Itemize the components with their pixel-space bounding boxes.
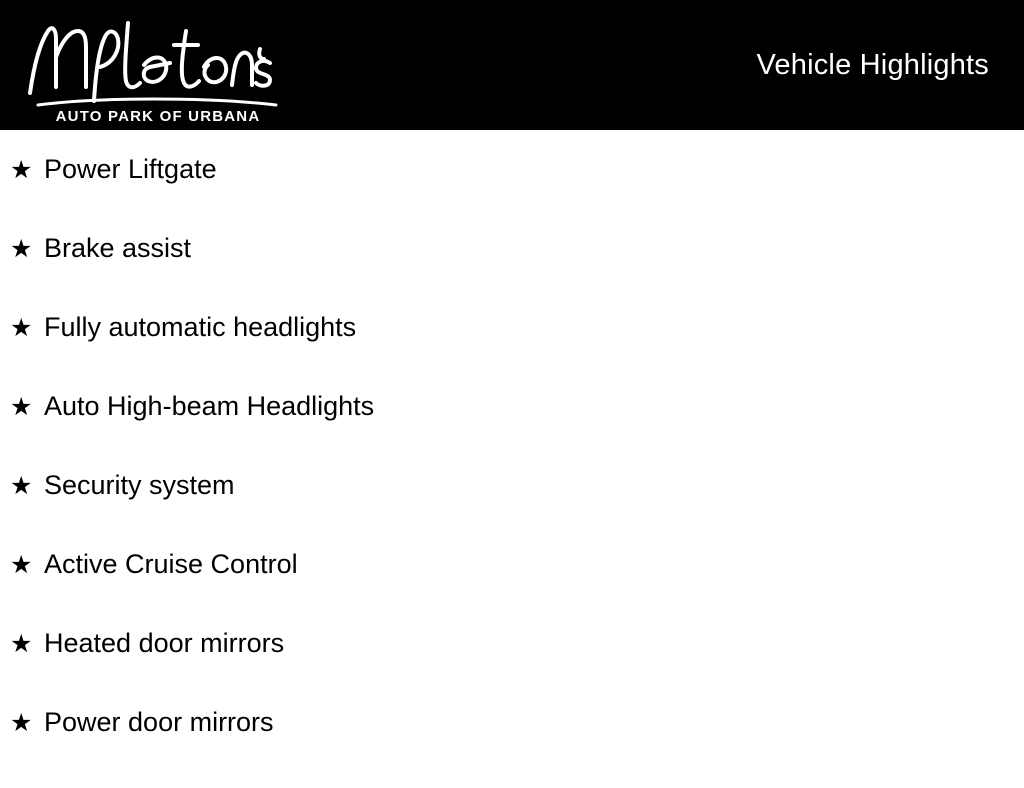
star-icon: ★: [10, 156, 33, 184]
star-icon: ★: [10, 393, 33, 421]
list-item-label: Power Liftgate: [44, 154, 217, 184]
star-icon: ★: [10, 472, 33, 500]
list-item: [0, 314, 1024, 393]
star-icon: ★: [10, 630, 33, 658]
napletons-logo: [8, 5, 308, 125]
list-item: [0, 235, 1024, 314]
page-header: [0, 0, 1024, 130]
list-item-label: Fully automatic headlights: [44, 312, 357, 342]
list-item: [0, 709, 1024, 788]
list-item-label: Security system: [44, 470, 235, 500]
svg-text:AUTO PARK OF URBANA: AUTO PARK OF URBANA: [55, 108, 261, 125]
list-item: [0, 393, 1024, 472]
list-item-label: Auto High-beam Headlights: [44, 391, 375, 421]
list-item-label: Heated door mirrors: [44, 628, 285, 658]
list-item-label: Power door mirrors: [44, 707, 274, 737]
list-item-label: Active Cruise Control: [44, 549, 298, 579]
star-icon: ★: [10, 709, 33, 737]
star-icon: ★: [10, 314, 33, 342]
list-item: [0, 551, 1024, 630]
list-item: [0, 630, 1024, 709]
list-item-label: Brake assist: [44, 233, 192, 263]
star-icon: ★: [10, 551, 33, 579]
page-title: Vehicle Highlights: [756, 48, 989, 81]
vehicle-highlights-list: [0, 130, 1024, 788]
list-item: [0, 472, 1024, 551]
list-item: [0, 156, 1024, 235]
star-icon: ★: [10, 235, 33, 263]
